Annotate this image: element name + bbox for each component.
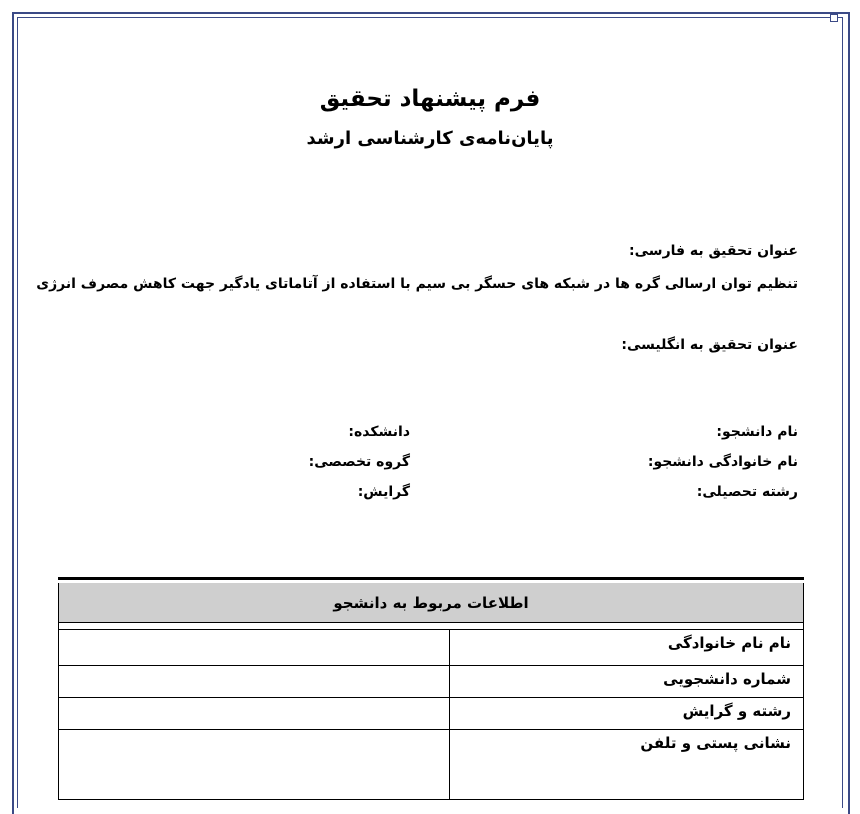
form-title: فرم پیشنهاد تحقیق (319, 86, 541, 112)
persian-title-value: تنظیم توان ارسالی گره ها در شبکه های حسگر بی سیم با استفاده از آتاماتای یادگیر جهت کاهش مصرف انرژی (36, 276, 798, 292)
student-info-table (58, 577, 804, 800)
student-major-label: رشته تحصیلی: (696, 484, 798, 500)
table-row (58, 629, 804, 666)
row-value-student-number[interactable] (59, 666, 449, 697)
persian-title-label: عنوان تحقیق به فارسی: (629, 243, 798, 259)
english-title-label: عنوان تحقیق به انگلیسی: (621, 337, 798, 353)
table-row (58, 698, 804, 730)
row-label-major-orientation: رشته و گرایش (449, 698, 803, 729)
faculty-label: دانشکده: (348, 424, 410, 440)
specialty-group-label: گروه تخصصی: (308, 454, 410, 470)
student-family-label: نام خانوادگی دانشجو: (647, 454, 798, 470)
border-corner-mark (830, 14, 838, 22)
student-info-header: اطلاعات مربوط به دانشجو (58, 583, 804, 623)
row-label-fullname: نام نام خانوادگی (449, 630, 803, 665)
row-value-major-orientation[interactable] (59, 698, 449, 729)
table-row (58, 730, 804, 800)
student-name-label: نام دانشجو: (716, 424, 798, 440)
orientation-label: گرایش: (357, 484, 410, 500)
row-value-fullname[interactable] (59, 630, 449, 665)
row-value-address-phone[interactable] (59, 730, 449, 799)
form-subtitle: پایان‌نامه‌ی کارشناسی ارشد (306, 128, 554, 149)
row-label-student-number: شماره دانشجویی (449, 666, 803, 697)
table-row (58, 666, 804, 698)
row-label-address-phone: نشانی پستی و تلفن (449, 730, 803, 799)
